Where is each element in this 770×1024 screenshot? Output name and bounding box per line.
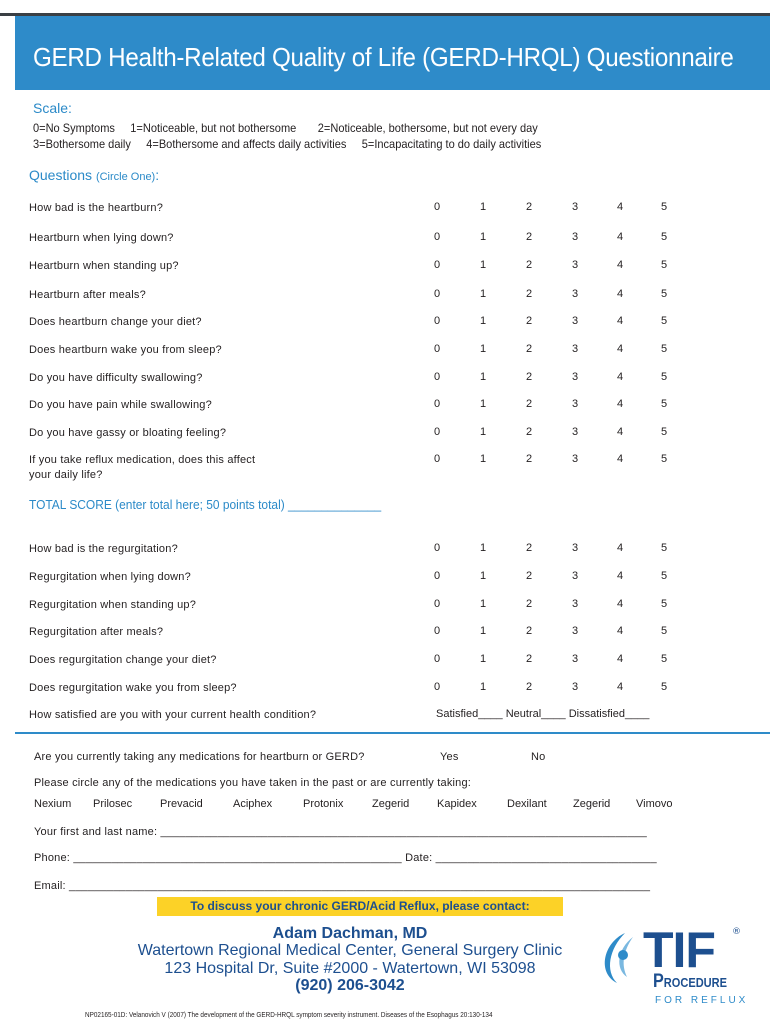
email-field[interactable]: Email: ____________________________________________________________________________________________ — [34, 880, 651, 892]
option-1[interactable]: 1 — [479, 453, 487, 465]
scale-line-2 — [33, 137, 541, 151]
option-3[interactable]: 3 — [571, 231, 579, 243]
option-4[interactable]: 4 — [616, 542, 624, 554]
option-2[interactable]: 2 — [525, 201, 533, 213]
question-row — [29, 343, 749, 365]
medication-option[interactable]: Zegerid — [573, 798, 611, 810]
question-row — [29, 288, 749, 310]
question-text: Heartburn after meals? — [29, 289, 146, 301]
option-0[interactable]: 0 — [433, 426, 441, 438]
logo-mark: TIF — [643, 922, 715, 978]
option-0[interactable]: 0 — [433, 343, 441, 355]
scale-4: 4=Bothersome and affects daily activities — [146, 137, 347, 151]
circle-one-note: (Circle One) — [95, 171, 156, 183]
option-4[interactable]: 4 — [616, 681, 624, 693]
question-text: Regurgitation when lying down? — [29, 571, 191, 583]
option-1[interactable]: 1 — [479, 570, 487, 582]
option-2[interactable]: 2 — [525, 315, 533, 327]
option-3[interactable]: 3 — [571, 542, 579, 554]
option-2[interactable]: 2 — [525, 681, 533, 693]
yes-option[interactable]: Yes — [440, 751, 459, 763]
option-5[interactable]: 5 — [660, 542, 668, 554]
medication-option[interactable]: Protonix — [303, 798, 344, 810]
option-4[interactable]: 4 — [616, 570, 624, 582]
option-5[interactable]: 5 — [660, 315, 668, 327]
question-text: Regurgitation when standing up? — [29, 599, 197, 611]
option-4[interactable]: 4 — [616, 259, 624, 271]
question-row — [29, 426, 749, 448]
scale-line-1 — [33, 121, 538, 135]
citation-footer: NP02165-01D: Velanovich V (2007) The development of the GERD-HRQL symptom severity instrument. Diseases of the Esophagus 20:130-134 — [85, 1010, 493, 1019]
option-4[interactable]: 4 — [616, 625, 624, 637]
option-0[interactable]: 0 — [433, 681, 441, 693]
option-5[interactable]: 5 — [660, 453, 668, 465]
option-1[interactable]: 1 — [479, 288, 487, 300]
question-row — [29, 231, 749, 253]
phone-date-field[interactable]: Phone: ____________________________________________________ Date: ___________________________________ — [34, 852, 657, 864]
option-4[interactable]: 4 — [616, 398, 624, 410]
scale-2: 2=Noticeable, bothersome, but not every day — [317, 121, 538, 135]
question-text: If you take reflux medication, does this affect your daily life? — [29, 454, 256, 481]
option-4[interactable]: 4 — [616, 453, 624, 465]
question-text: Does regurgitation change your diet? — [29, 654, 217, 666]
option-3[interactable]: 3 — [571, 653, 579, 665]
option-2[interactable]: 2 — [525, 398, 533, 410]
option-2[interactable]: 2 — [525, 259, 533, 271]
option-5[interactable]: 5 — [660, 653, 668, 665]
question-text: How bad is the regurgitation? — [29, 543, 178, 555]
question-row — [29, 259, 749, 281]
option-4[interactable]: 4 — [616, 598, 624, 610]
logo-word: Procedure — [653, 971, 728, 992]
option-4[interactable]: 4 — [616, 343, 624, 355]
medication-option[interactable]: Zegerid — [372, 798, 410, 810]
option-2[interactable]: 2 — [525, 653, 533, 665]
option-2[interactable]: 2 — [525, 453, 533, 465]
option-0[interactable]: 0 — [433, 625, 441, 637]
question-text: How bad is the heartburn? — [29, 202, 164, 214]
question-row — [29, 371, 749, 393]
option-3[interactable]: 3 — [571, 315, 579, 327]
total-score[interactable]: TOTAL SCORE (enter total here; 50 points total) ______________ — [29, 497, 382, 512]
option-2[interactable]: 2 — [525, 570, 533, 582]
no-option[interactable]: No — [531, 751, 546, 763]
option-3[interactable]: 3 — [571, 625, 579, 637]
questions-colon: : — [155, 167, 160, 183]
option-1[interactable]: 1 — [479, 201, 487, 213]
option-0[interactable]: 0 — [433, 570, 441, 582]
option-3[interactable]: 3 — [571, 426, 579, 438]
scale-1: 1=Noticeable, but not bothersome — [130, 121, 297, 135]
option-1[interactable]: 1 — [479, 343, 487, 355]
option-1[interactable]: 1 — [479, 371, 487, 383]
option-3[interactable]: 3 — [571, 681, 579, 693]
section-divider — [15, 732, 770, 734]
tif-logo — [595, 922, 755, 1015]
option-3[interactable]: 3 — [571, 371, 579, 383]
option-5[interactable]: 5 — [660, 288, 668, 300]
doctor-name: Adam Dachman, MD — [272, 925, 428, 942]
medication-option[interactable]: Aciphex — [233, 798, 273, 810]
questions-label: Questions — [29, 167, 93, 183]
option-2[interactable]: 2 — [525, 371, 533, 383]
logo-tagline: FOR REFLUX — [655, 995, 749, 1006]
option-2[interactable]: 2 — [525, 288, 533, 300]
question-row — [29, 598, 749, 620]
question-text: Do you have pain while swallowing? — [29, 399, 212, 411]
option-0[interactable]: 0 — [433, 371, 441, 383]
page-title: GERD Health-Related Quality of Life (GERD-HRQL) Questionnaire — [33, 42, 734, 72]
option-5[interactable]: 5 — [660, 259, 668, 271]
satisfaction-question: How satisfied are you with your current health condition? — [29, 709, 317, 721]
option-3[interactable]: 3 — [571, 570, 579, 582]
question-row — [29, 542, 749, 564]
option-1[interactable]: 1 — [479, 625, 487, 637]
option-5[interactable]: 5 — [660, 570, 668, 582]
banner-text: To discuss your chronic GERD/Acid Reflux, please contact: — [190, 899, 530, 913]
question-text: Regurgitation after meals? — [29, 626, 164, 638]
option-4[interactable]: 4 — [616, 426, 624, 438]
option-1[interactable]: 1 — [479, 598, 487, 610]
option-2[interactable]: 2 — [525, 625, 533, 637]
option-4[interactable]: 4 — [616, 288, 624, 300]
question-text: Does heartburn change your diet? — [29, 316, 202, 328]
option-0[interactable]: 0 — [433, 398, 441, 410]
option-3[interactable]: 3 — [571, 259, 579, 271]
question-row — [29, 201, 749, 223]
clinic-name: Watertown Regional Medical Center, General Surgery Clinic — [137, 942, 563, 959]
circle-prompt: Please circle any of the medications you have taken in the past or are currently taking: — [34, 777, 472, 789]
question-row — [29, 625, 749, 647]
questions-heading — [29, 167, 159, 183]
option-2[interactable]: 2 — [525, 542, 533, 554]
option-1[interactable]: 1 — [479, 259, 487, 271]
option-1[interactable]: 1 — [479, 542, 487, 554]
option-4[interactable]: 4 — [616, 231, 624, 243]
option-3[interactable]: 3 — [571, 398, 579, 410]
question-row — [29, 453, 749, 481]
question-text: Heartburn when standing up? — [29, 260, 179, 272]
question-text: Do you have gassy or bloating feeling? — [29, 427, 227, 439]
option-1[interactable]: 1 — [479, 398, 487, 410]
option-2[interactable]: 2 — [525, 426, 533, 438]
option-3[interactable]: 3 — [571, 453, 579, 465]
satisfaction-options[interactable]: Satisfied____ Neutral____ Dissatisfied____ — [436, 708, 650, 720]
scale-heading: Scale: — [33, 100, 72, 116]
option-0[interactable]: 0 — [433, 315, 441, 327]
medications-question: Are you currently taking any medications for heartburn or GERD? — [34, 751, 365, 763]
option-3[interactable]: 3 — [571, 598, 579, 610]
option-5[interactable]: 5 — [660, 625, 668, 637]
option-0[interactable]: 0 — [433, 288, 441, 300]
scale-0: 0=No Symptoms — [33, 121, 115, 135]
question-row — [29, 315, 749, 337]
option-3[interactable]: 3 — [571, 288, 579, 300]
option-1[interactable]: 1 — [479, 681, 487, 693]
option-5[interactable]: 5 — [660, 343, 668, 355]
clinic-phone: (920) 206-3042 — [295, 977, 405, 994]
medication-option[interactable]: Kapidex — [437, 798, 477, 810]
option-1[interactable]: 1 — [479, 231, 487, 243]
question-row — [29, 398, 749, 420]
medication-option[interactable]: Vimovo — [636, 798, 673, 810]
option-5[interactable]: 5 — [660, 201, 668, 213]
option-2[interactable]: 2 — [525, 343, 533, 355]
question-text: Do you have difficulty swallowing? — [29, 372, 203, 384]
option-3[interactable]: 3 — [571, 343, 579, 355]
medication-option[interactable]: Prevacid — [160, 798, 203, 810]
option-0[interactable]: 0 — [433, 598, 441, 610]
option-0[interactable]: 0 — [433, 453, 441, 465]
option-1[interactable]: 1 — [479, 653, 487, 665]
question-text: Does regurgitation wake you from sleep? — [29, 682, 237, 694]
option-0[interactable]: 0 — [433, 653, 441, 665]
medication-option[interactable]: Nexium — [34, 798, 72, 810]
option-4[interactable]: 4 — [616, 201, 624, 213]
option-5[interactable]: 5 — [660, 231, 668, 243]
clinic-address: 123 Hospital Dr, Suite #2000 - Watertown, WI 53098 — [164, 960, 536, 977]
option-4[interactable]: 4 — [616, 371, 624, 383]
header-bar — [15, 16, 770, 90]
option-0[interactable]: 0 — [433, 231, 441, 243]
option-2[interactable]: 2 — [525, 598, 533, 610]
contact-banner — [157, 897, 563, 916]
question-text: Does heartburn wake you from sleep? — [29, 344, 222, 356]
scale-5: 5=Incapacitating to do daily activities — [361, 137, 542, 151]
medication-option[interactable]: Dexilant — [507, 798, 547, 810]
question-row — [29, 681, 749, 703]
question-text: Heartburn when lying down? — [29, 232, 174, 244]
option-0[interactable]: 0 — [433, 542, 441, 554]
medication-option[interactable]: Prilosec — [93, 798, 133, 810]
option-3[interactable]: 3 — [571, 201, 579, 213]
logo-registered: ® — [732, 927, 741, 937]
option-1[interactable]: 1 — [479, 315, 487, 327]
option-5[interactable]: 5 — [660, 598, 668, 610]
option-5[interactable]: 5 — [660, 681, 668, 693]
scale-3: 3=Bothersome daily — [33, 137, 131, 151]
question-row — [29, 653, 749, 675]
option-2[interactable]: 2 — [525, 231, 533, 243]
option-5[interactable]: 5 — [660, 371, 668, 383]
option-0[interactable]: 0 — [433, 201, 441, 213]
option-5[interactable]: 5 — [660, 398, 668, 410]
option-4[interactable]: 4 — [616, 653, 624, 665]
option-5[interactable]: 5 — [660, 426, 668, 438]
question-row — [29, 570, 749, 592]
option-1[interactable]: 1 — [479, 426, 487, 438]
option-4[interactable]: 4 — [616, 315, 624, 327]
option-0[interactable]: 0 — [433, 259, 441, 271]
name-field[interactable]: Your first and last name: _____________________________________________________________________________ — [34, 826, 647, 838]
